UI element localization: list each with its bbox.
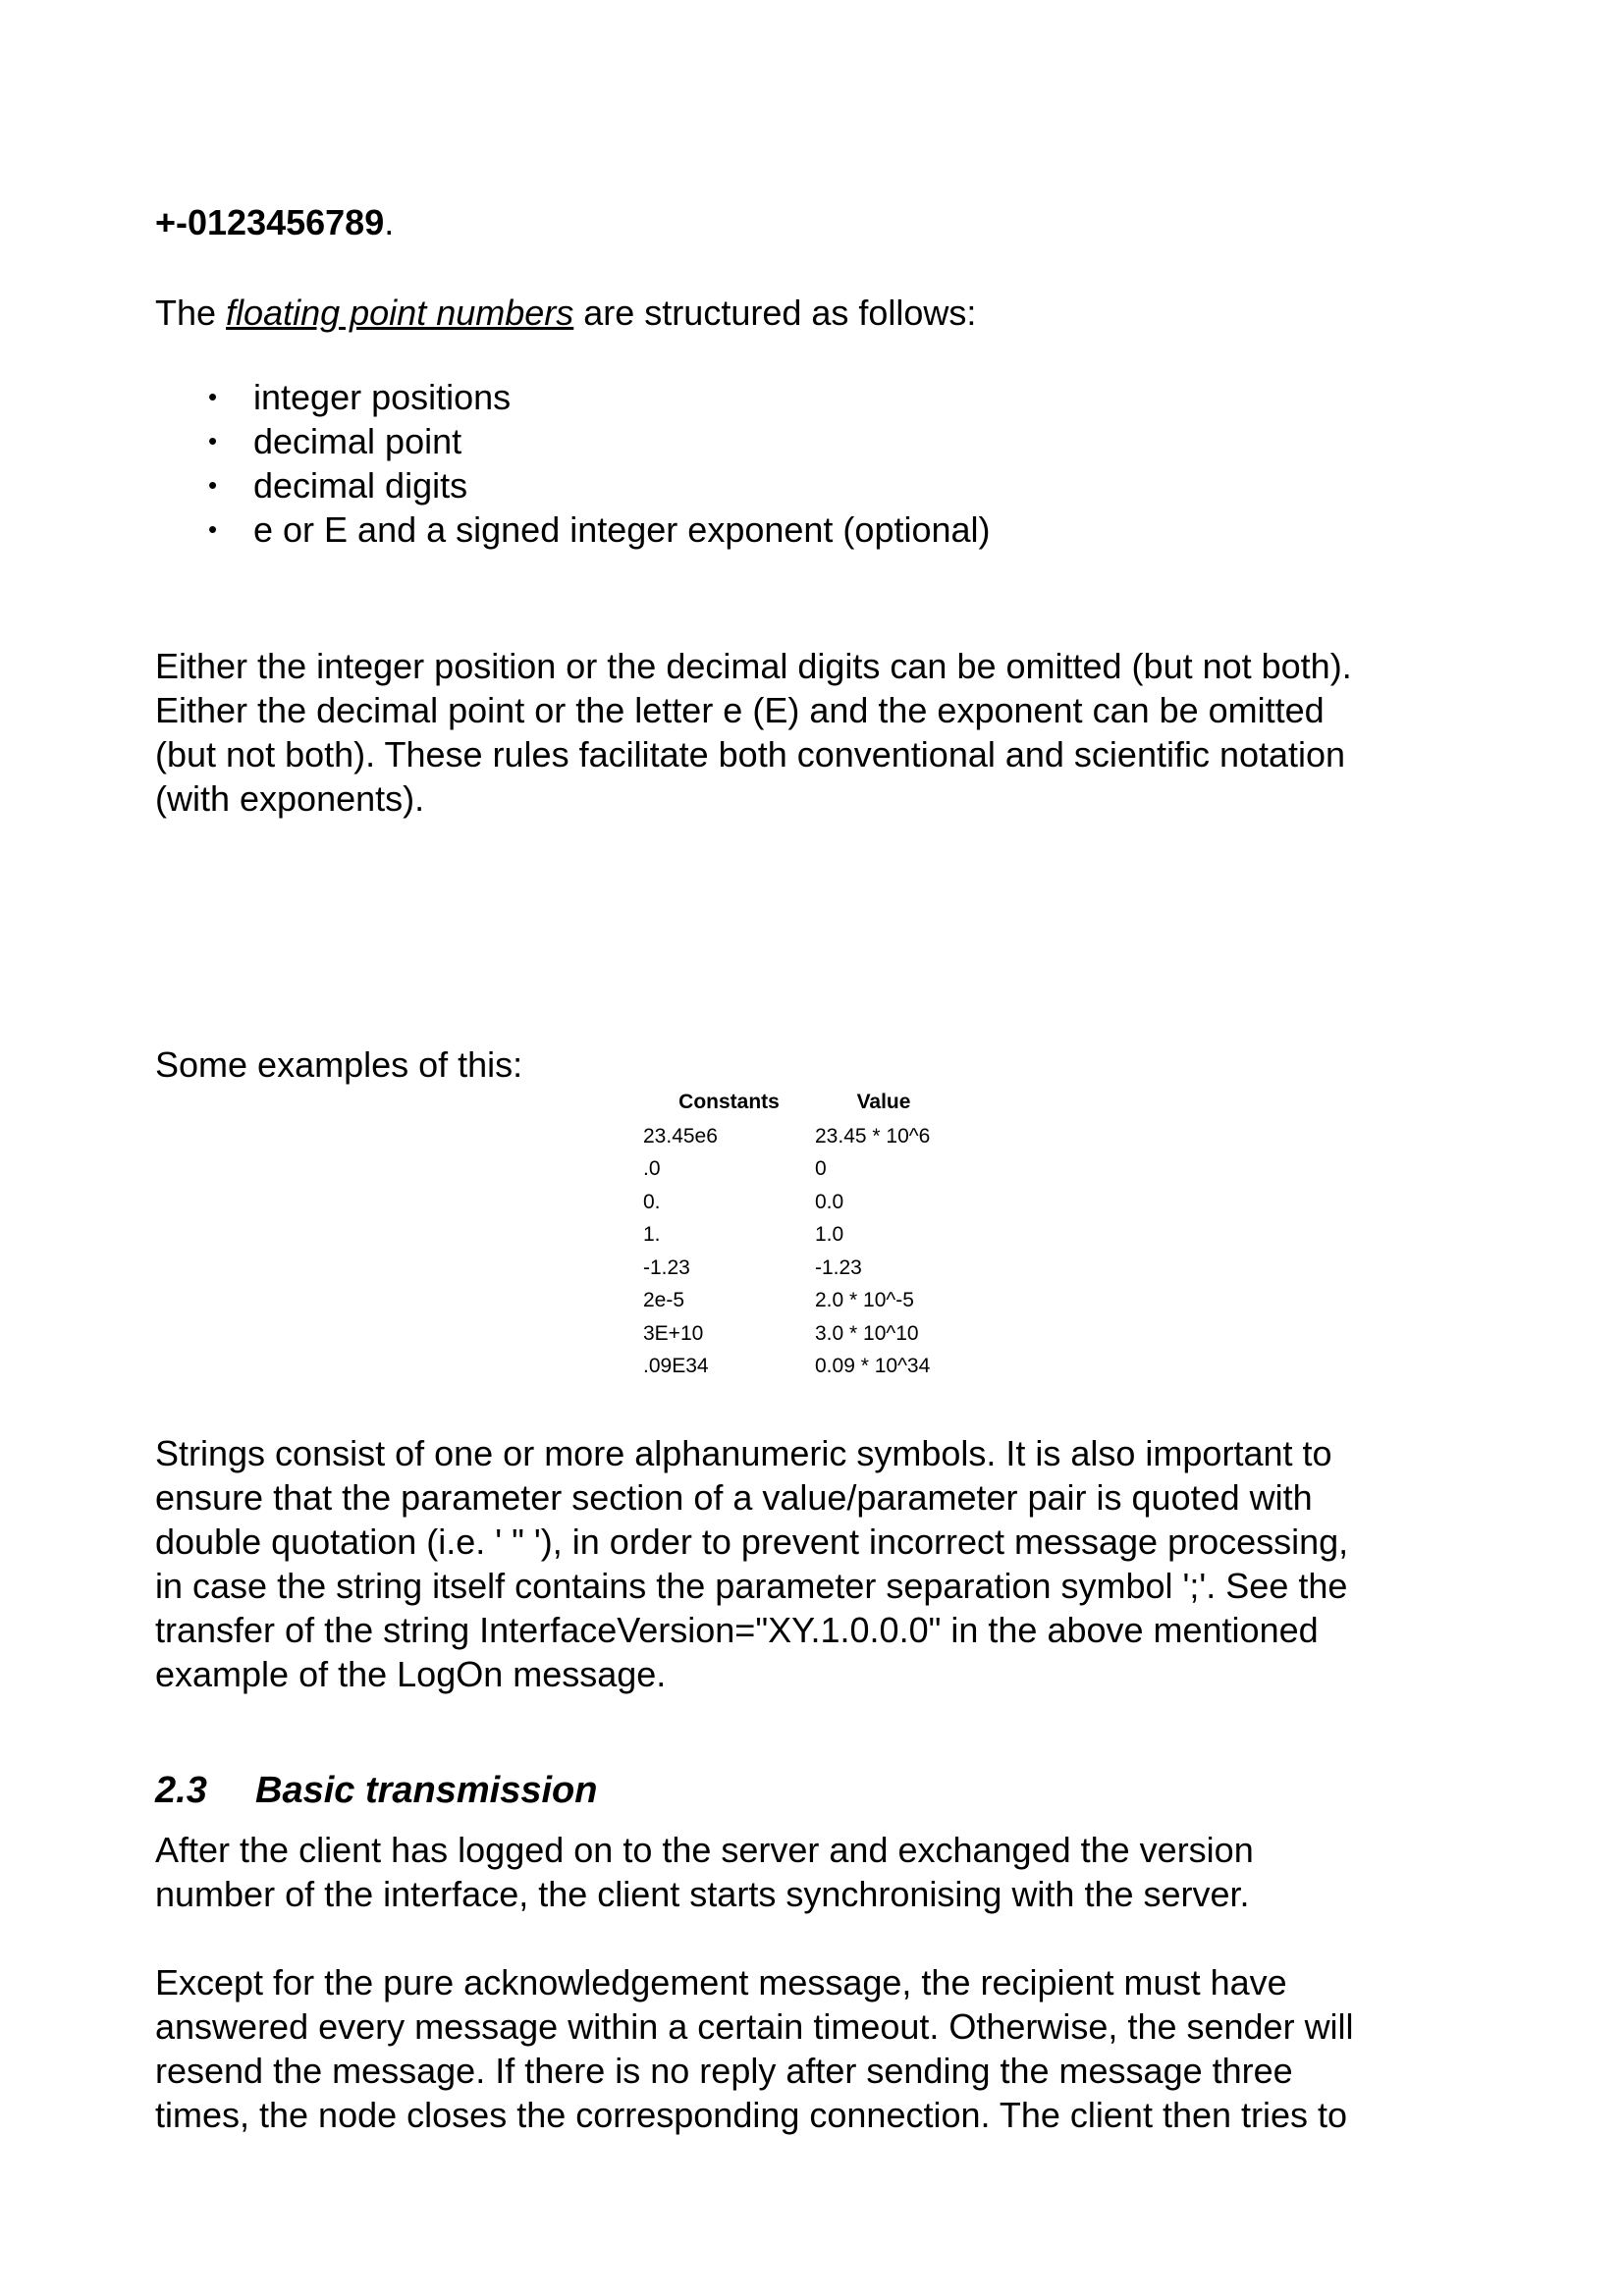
digits-bold: +-0123456789 (155, 202, 385, 242)
paragraph-line: ensure that the parameter section of a value/parameter pair is quoted with (155, 1477, 1313, 1518)
paragraph-line: times, the node closes the corresponding connection. The client then tries to (155, 2095, 1348, 2135)
column-header-value: Value (856, 1091, 911, 1113)
paragraph-line: After the client has logged on to the server and exchanged the version (155, 1830, 1254, 1870)
table-cell-value: 23.45 * 10^6 (815, 1124, 931, 1148)
paragraph-line: answered every message within a certain timeout. Otherwise, the sender will (155, 2006, 1354, 2047)
paragraph-line: number of the interface, the client starts synchronising with the server. (155, 1874, 1250, 1914)
bullet-icon: • (208, 470, 218, 500)
paragraph-line: Except for the pure acknowledgement message, the recipient must have (155, 1962, 1287, 2002)
table-row (643, 1252, 952, 1285)
float-intro-before: The (155, 293, 227, 333)
paragraph-line: resend the message. If there is no reply after sending the message three (155, 2051, 1293, 2091)
rules-paragraph (155, 644, 1471, 821)
table-cell-value: 3.0 * 10^10 (815, 1321, 919, 1345)
list-item-text: e or E and a signed integer exponent (optional) (253, 509, 991, 550)
table-cell-constant: 3E+10 (643, 1321, 704, 1345)
table-cell-value: 2.0 * 10^-5 (815, 1289, 914, 1312)
table-cell-constant: 1. (643, 1223, 661, 1247)
table-cell-constant: .0 (643, 1157, 661, 1181)
list-item (208, 375, 991, 419)
table-cell-value: -1.23 (815, 1255, 862, 1279)
table-row (643, 1153, 952, 1187)
examples-table (643, 1085, 952, 1383)
list-item-text: integer positions (253, 377, 512, 417)
bullet-icon: • (208, 382, 218, 411)
float-structure-list (208, 375, 991, 552)
float-intro (155, 291, 1471, 335)
transmission-paragraph-1 (155, 1828, 1471, 1916)
paragraph-line: example of the LogOn message. (155, 1654, 667, 1694)
table-cell-value: 0.09 * 10^34 (815, 1355, 931, 1378)
table-cell-constant: 2e-5 (643, 1289, 685, 1312)
list-item (208, 419, 991, 463)
table-cell-value: 0.0 (815, 1190, 844, 1213)
table-cell-constant: -1.23 (643, 1255, 690, 1279)
table-row (643, 1219, 952, 1253)
paragraph-line: transfer of the string InterfaceVersion="XY.1.0.0.0" in the above mentioned (155, 1610, 1319, 1650)
section-heading (155, 1769, 597, 1813)
paragraph-line: Either the integer position or the decimal digits can be omitted (but not both). (155, 646, 1352, 686)
section-number: 2.3 (155, 1770, 207, 1811)
paragraph-line: (but not both). These rules facilitate both conventional and scientific notation (155, 734, 1346, 774)
float-intro-after: are structured as follows: (573, 293, 977, 333)
table-cell-value: 1.0 (815, 1223, 844, 1247)
bullet-icon: • (208, 514, 218, 544)
list-item-text: decimal digits (253, 465, 468, 506)
section-title: Basic transmission (255, 1770, 598, 1811)
paragraph-line: Either the decimal point or the letter e (E) and the exponent can be omitted (155, 690, 1325, 730)
table-row (643, 1120, 952, 1153)
table-row (643, 1285, 952, 1318)
strings-paragraph (155, 1431, 1471, 1696)
transmission-paragraph-2 (155, 1960, 1471, 2137)
table-header-row (643, 1085, 952, 1120)
column-header-constants: Constants (678, 1091, 780, 1113)
digits-period: . (384, 202, 395, 242)
examples-label: Some examples of this: (155, 1044, 523, 1085)
table-row (643, 1351, 952, 1384)
bullet-icon: • (208, 426, 218, 455)
table-row (643, 1317, 952, 1351)
table-cell-value: 0 (815, 1157, 827, 1181)
paragraph-line: in case the string itself contains the parameter separation symbol ';'. See the (155, 1566, 1348, 1606)
float-term: floating point numbers (226, 293, 574, 333)
digits-line (155, 200, 1471, 244)
list-item (208, 463, 991, 507)
table-cell-constant: 23.45e6 (643, 1124, 718, 1148)
table-row (643, 1186, 952, 1219)
list-item (208, 507, 991, 552)
paragraph-line: double quotation (i.e. ' " '), in order to prevent incorrect message processing, (155, 1522, 1349, 1562)
table-cell-constant: 0. (643, 1190, 661, 1213)
paragraph-line: (with exponents). (155, 778, 425, 819)
list-item-text: decimal point (253, 421, 462, 461)
paragraph-line: Strings consist of one or more alphanumeric symbols. It is also important to (155, 1433, 1332, 1473)
table-cell-constant: .09E34 (643, 1355, 709, 1378)
